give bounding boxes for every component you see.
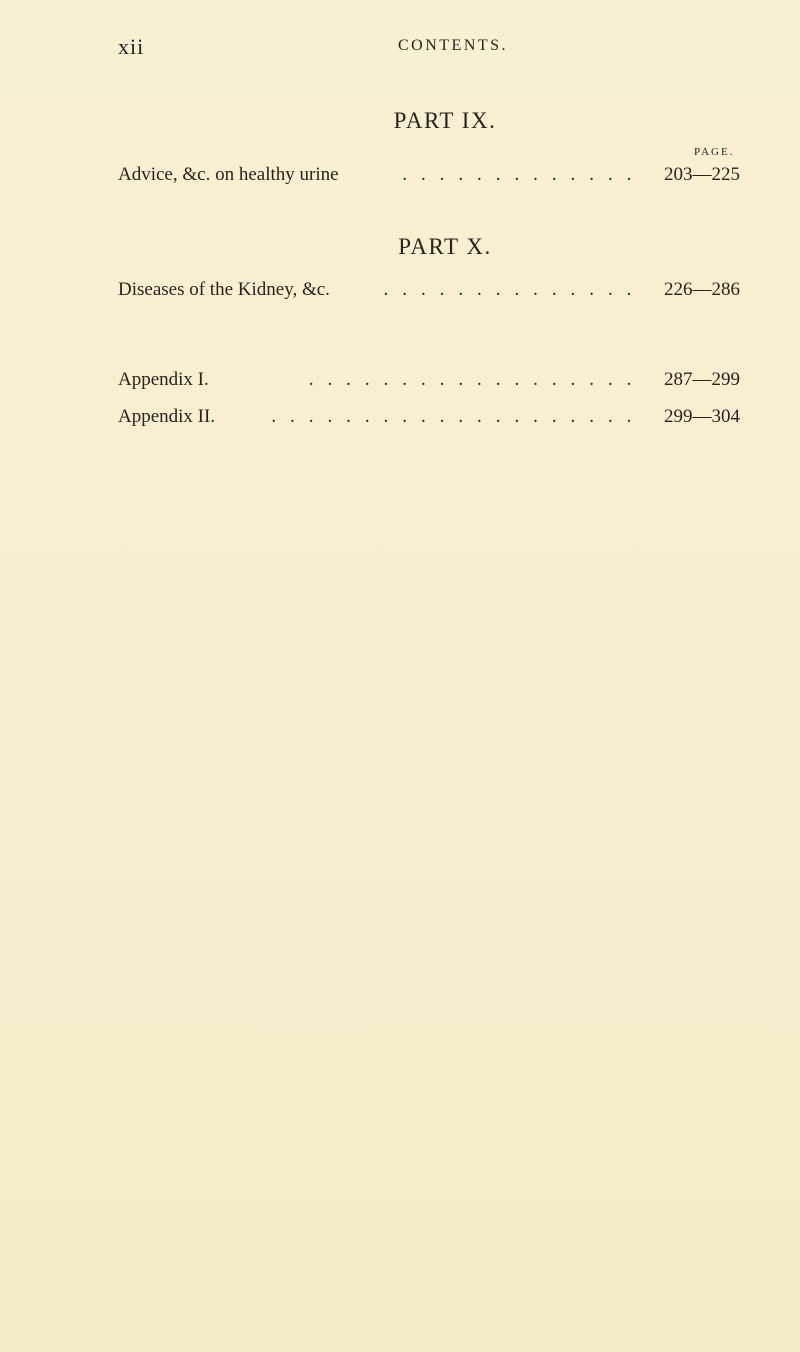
- toc-entry-title: Diseases of the Kidney, &c.: [118, 279, 330, 300]
- page-number: xii: [118, 34, 145, 59]
- toc-entry-title: Advice, &c. on healthy urine: [118, 164, 339, 185]
- toc-entry-pages: 287—299: [664, 369, 740, 390]
- toc-entry: [118, 277, 740, 303]
- toc-entry-pages: 203—225: [664, 164, 740, 185]
- toc-entry: [118, 162, 740, 188]
- dot-leader: . . . . . . . . . . . . .: [402, 164, 636, 185]
- toc-entry-title: Appendix II.: [118, 406, 216, 427]
- running-title: CONTENTS.: [398, 37, 509, 54]
- part-heading: PART IX.: [393, 108, 497, 133]
- page-column-label: PAGE.: [694, 146, 735, 158]
- toc-entry: [118, 367, 740, 393]
- toc-entry-pages: 226—286: [664, 279, 740, 300]
- dot-leader: . . . . . . . . . . . . . . . . . .: [308, 369, 636, 390]
- dot-leader: . . . . . . . . . . . . . .: [383, 279, 636, 300]
- toc-entry-title: Appendix I.: [118, 369, 209, 390]
- part-heading: PART X.: [398, 234, 492, 259]
- toc-entry-pages: 299—304: [664, 406, 740, 427]
- dot-leader: . . . . . . . . . . . . . . . . . . . .: [271, 406, 636, 427]
- toc-entry: [118, 404, 740, 430]
